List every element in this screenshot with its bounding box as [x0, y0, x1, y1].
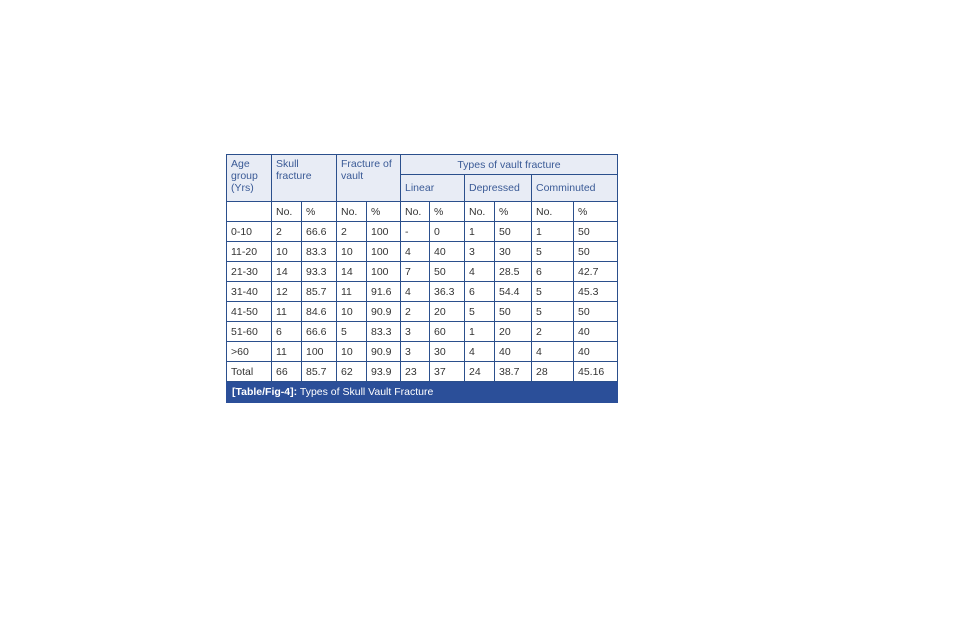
cell-comminuted-pct: 50 — [574, 222, 618, 242]
cell-depressed-no: 3 — [465, 242, 495, 262]
header-row-1 — [227, 155, 618, 175]
cell-linear-no: 4 — [401, 242, 430, 262]
cell-age-group: 0-10 — [227, 222, 272, 242]
cell-comminuted-no: 2 — [532, 322, 574, 342]
cell-comminuted-pct: 50 — [574, 242, 618, 262]
header-skull-no: No. — [272, 202, 302, 222]
cell-depressed-pct: 38.7 — [495, 362, 532, 382]
cell-skull-no: 6 — [272, 322, 302, 342]
cell-skull-no: 11 — [272, 302, 302, 322]
table-caption — [227, 382, 618, 403]
table-row — [227, 322, 618, 342]
cell-skull-pct: 85.7 — [302, 362, 337, 382]
header-vault-pct: % — [367, 202, 401, 222]
cell-vault-no: 14 — [337, 262, 367, 282]
cell-vault-no: 2 — [337, 222, 367, 242]
cell-comminuted-pct: 45.3 — [574, 282, 618, 302]
cell-age-group: 41-50 — [227, 302, 272, 322]
cell-comminuted-pct: 40 — [574, 322, 618, 342]
cell-linear-no: 3 — [401, 342, 430, 362]
cell-skull-no: 14 — [272, 262, 302, 282]
caption-text: Types of Skull Vault Fracture — [297, 386, 434, 398]
data-table-container — [226, 154, 617, 403]
cell-age-group: 51-60 — [227, 322, 272, 342]
cell-linear-pct: 0 — [430, 222, 465, 242]
cell-vault-pct: 90.9 — [367, 302, 401, 322]
cell-comminuted-no: 1 — [532, 222, 574, 242]
header-vault-no: No. — [337, 202, 367, 222]
header-fracture-of-vault: Fracture of vault — [337, 155, 401, 202]
table-row — [227, 282, 618, 302]
cell-comminuted-pct: 45.16 — [574, 362, 618, 382]
header-blank-cell — [227, 202, 272, 222]
cell-linear-pct: 40 — [430, 242, 465, 262]
cell-linear-no: 23 — [401, 362, 430, 382]
cell-comminuted-pct: 40 — [574, 342, 618, 362]
cell-age-group: 21-30 — [227, 262, 272, 282]
cell-linear-pct: 37 — [430, 362, 465, 382]
cell-comminuted-pct: 50 — [574, 302, 618, 322]
cell-depressed-pct: 40 — [495, 342, 532, 362]
cell-vault-pct: 100 — [367, 222, 401, 242]
cell-age-group: Total — [227, 362, 272, 382]
cell-comminuted-no: 5 — [532, 302, 574, 322]
cell-vault-no: 5 — [337, 322, 367, 342]
cell-age-group: 11-20 — [227, 242, 272, 262]
cell-linear-no: - — [401, 222, 430, 242]
cell-vault-pct: 100 — [367, 242, 401, 262]
table-body — [227, 222, 618, 382]
cell-vault-no: 10 — [337, 242, 367, 262]
cell-depressed-pct: 50 — [495, 302, 532, 322]
cell-depressed-no: 6 — [465, 282, 495, 302]
cell-comminuted-no: 5 — [532, 282, 574, 302]
cell-skull-pct: 84.6 — [302, 302, 337, 322]
cell-linear-no: 3 — [401, 322, 430, 342]
cell-linear-no: 2 — [401, 302, 430, 322]
cell-depressed-no: 5 — [465, 302, 495, 322]
cell-linear-pct: 30 — [430, 342, 465, 362]
cell-depressed-no: 1 — [465, 322, 495, 342]
cell-skull-no: 11 — [272, 342, 302, 362]
cell-comminuted-no: 6 — [532, 262, 574, 282]
header-comminuted-pct: % — [574, 202, 618, 222]
cell-age-group: 31-40 — [227, 282, 272, 302]
header-comminuted: Comminuted — [532, 175, 618, 202]
header-types-of-vault-fracture: Types of vault fracture — [401, 155, 618, 175]
header-age-group: Age group (Yrs) — [227, 155, 272, 202]
header-depressed: Depressed — [465, 175, 532, 202]
cell-depressed-no: 4 — [465, 262, 495, 282]
cell-vault-no: 11 — [337, 282, 367, 302]
cell-vault-pct: 100 — [367, 262, 401, 282]
cell-skull-pct: 93.3 — [302, 262, 337, 282]
table-row — [227, 342, 618, 362]
cell-vault-no: 10 — [337, 302, 367, 322]
cell-skull-pct: 85.7 — [302, 282, 337, 302]
cell-vault-no: 10 — [337, 342, 367, 362]
cell-skull-no: 66 — [272, 362, 302, 382]
header-skull-fracture: Skull fracture — [272, 155, 337, 202]
cell-depressed-no: 1 — [465, 222, 495, 242]
table-row — [227, 242, 618, 262]
header-linear: Linear — [401, 175, 465, 202]
cell-vault-pct: 91.6 — [367, 282, 401, 302]
header-row-3 — [227, 202, 618, 222]
cell-linear-pct: 50 — [430, 262, 465, 282]
cell-depressed-pct: 20 — [495, 322, 532, 342]
cell-skull-pct: 100 — [302, 342, 337, 362]
cell-age-group: >60 — [227, 342, 272, 362]
cell-comminuted-no: 4 — [532, 342, 574, 362]
cell-comminuted-pct: 42.7 — [574, 262, 618, 282]
cell-comminuted-no: 28 — [532, 362, 574, 382]
cell-depressed-no: 4 — [465, 342, 495, 362]
header-comminuted-no: No. — [532, 202, 574, 222]
cell-depressed-pct: 50 — [495, 222, 532, 242]
skull-vault-fracture-table — [226, 154, 618, 403]
cell-depressed-no: 24 — [465, 362, 495, 382]
cell-skull-no: 12 — [272, 282, 302, 302]
cell-skull-pct: 66.6 — [302, 322, 337, 342]
cell-linear-pct: 60 — [430, 322, 465, 342]
cell-linear-pct: 36.3 — [430, 282, 465, 302]
table-row — [227, 262, 618, 282]
cell-vault-no: 62 — [337, 362, 367, 382]
header-depressed-no: No. — [465, 202, 495, 222]
cell-linear-no: 7 — [401, 262, 430, 282]
header-linear-no: No. — [401, 202, 430, 222]
header-depressed-pct: % — [495, 202, 532, 222]
table-row — [227, 222, 618, 242]
cell-vault-pct: 90.9 — [367, 342, 401, 362]
cell-skull-pct: 66.6 — [302, 222, 337, 242]
header-linear-pct: % — [430, 202, 465, 222]
cell-skull-no: 10 — [272, 242, 302, 262]
caption-row — [227, 382, 618, 403]
table-row — [227, 302, 618, 322]
cell-vault-pct: 93.9 — [367, 362, 401, 382]
caption-label: [Table/Fig-4]: — [232, 386, 298, 398]
cell-linear-pct: 20 — [430, 302, 465, 322]
cell-skull-pct: 83.3 — [302, 242, 337, 262]
cell-comminuted-no: 5 — [532, 242, 574, 262]
table-row — [227, 362, 618, 382]
cell-depressed-pct: 28.5 — [495, 262, 532, 282]
cell-skull-no: 2 — [272, 222, 302, 242]
header-skull-pct: % — [302, 202, 337, 222]
cell-vault-pct: 83.3 — [367, 322, 401, 342]
cell-linear-no: 4 — [401, 282, 430, 302]
cell-depressed-pct: 54.4 — [495, 282, 532, 302]
cell-depressed-pct: 30 — [495, 242, 532, 262]
